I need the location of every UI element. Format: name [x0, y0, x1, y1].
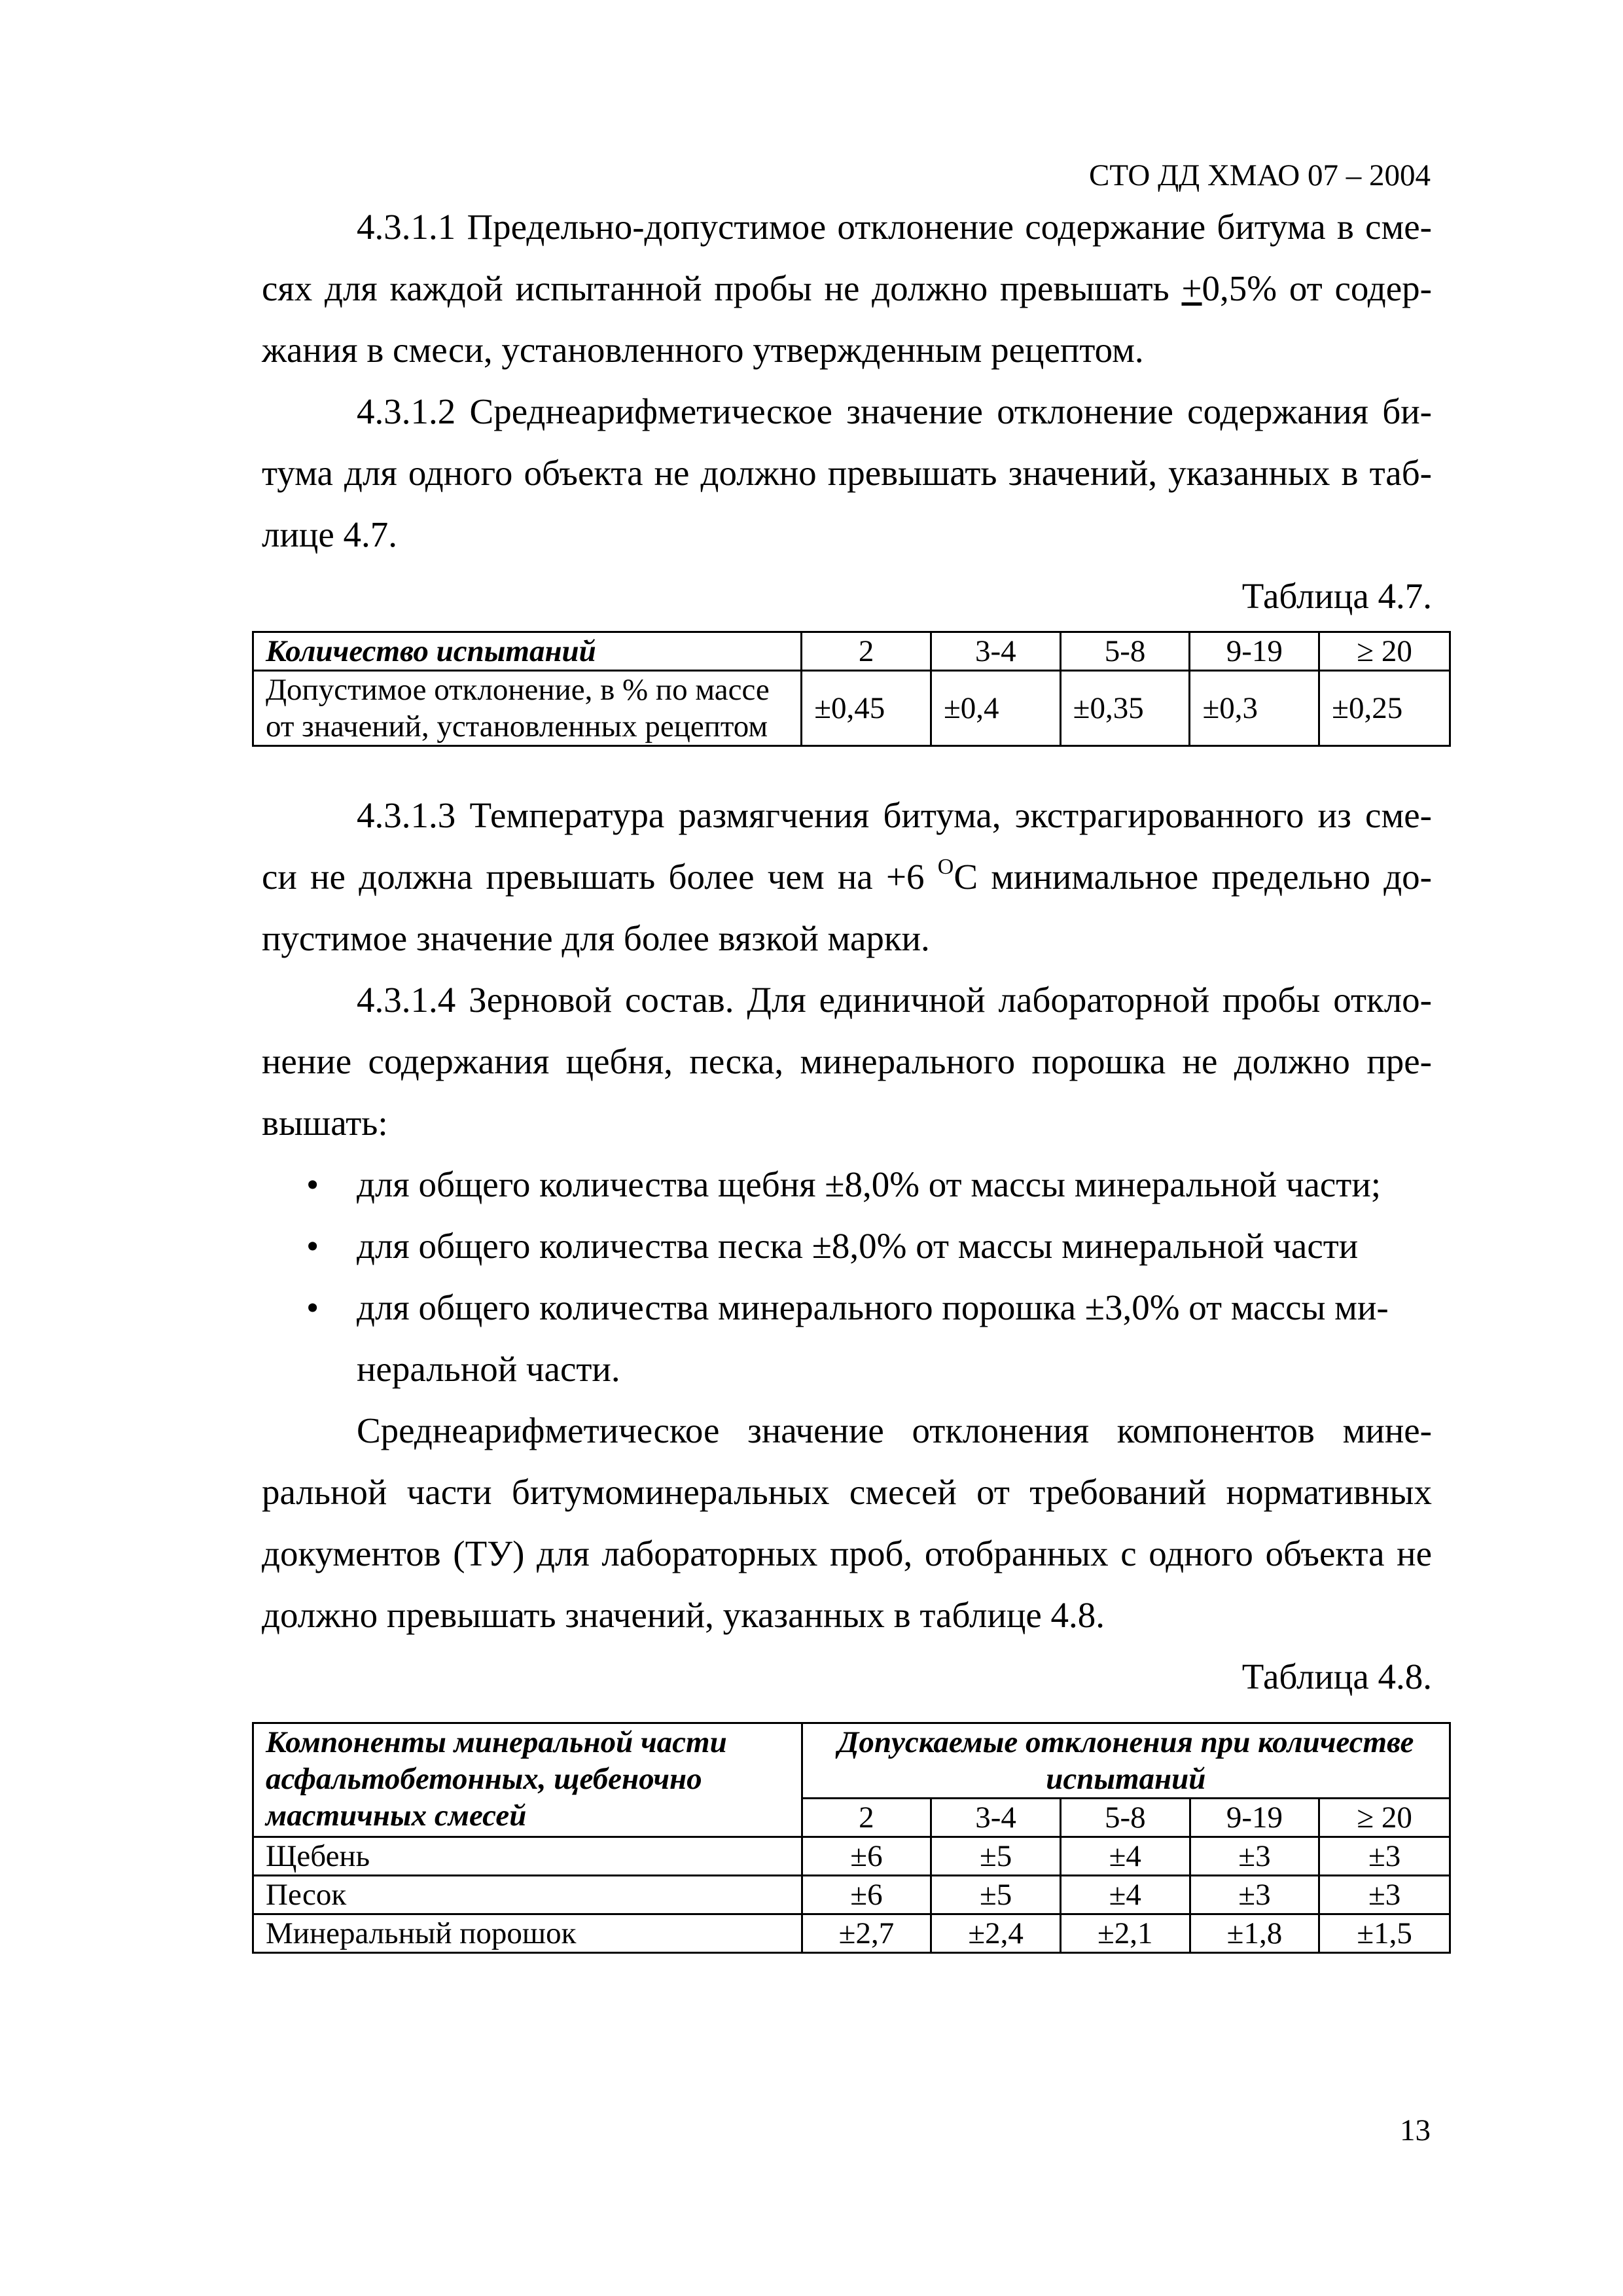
table-row: [253, 671, 1450, 746]
paragraph-4-3-1-3: [262, 785, 1432, 969]
list-item-text: для общего количества минерального порошка ±3,0% от массы ми-неральной части.: [357, 1287, 1389, 1389]
table-4-8-header-cell: 2: [802, 1799, 931, 1837]
table-4-7-header-cell: ≥ 20: [1319, 632, 1450, 671]
table-4-7-row-label: Допустимое отклонение, в % по массе от значений, установленных рецептом: [253, 671, 802, 746]
table-4-7-value-cell: ±0,35: [1060, 671, 1190, 746]
page-content: [262, 196, 1432, 1954]
plus-minus-sign: +: [1181, 268, 1202, 308]
table-4-8-value-cell: ±3: [1190, 1837, 1319, 1876]
table-4-7-header-label: Количество испытаний: [253, 632, 802, 671]
paragraph-mean-deviation: Среднеарифметическое значение отклонения компонентов мине-ральной части битумоминеральных смесей от требований нормативных документов (ТУ) для лабораторных проб, отобранных с одного объекта не должно превышать значений, указанных в таблице 4.8.: [262, 1410, 1432, 1635]
table-4-8-value-cell: ±6: [802, 1837, 931, 1876]
table-4-8: [252, 1722, 1451, 1954]
table-row: [253, 1837, 1450, 1876]
table-4-7-caption: Таблица 4.7.: [1241, 576, 1432, 616]
paragraph-4-3-1-3-text-a: 4.3.1.3 Температура размягчения битума, экстрагированного из сме-си не должна превышать более чем на +6: [262, 795, 1432, 897]
table-4-8-value-cell: ±3: [1319, 1876, 1450, 1914]
table-4-7-value-cell: ±0,45: [802, 671, 931, 746]
table-4-7-header-cell: 2: [802, 632, 931, 671]
list-item: [262, 1154, 1432, 1215]
table-4-8-row-label: Щебень: [253, 1837, 802, 1876]
paragraph-4-3-1-2: 4.3.1.2 Среднеарифметическое значение отклонение содержания би-тума для одного объекта не должно превышать значений, указанных в таб-лице 4.7.: [262, 391, 1432, 554]
bullet-icon: •: [306, 1226, 319, 1266]
table-4-8-header-cell: 5-8: [1060, 1799, 1190, 1837]
table-4-8-value-cell: ±1,5: [1319, 1914, 1450, 1953]
table-4-7-value-cell: ±0,25: [1319, 671, 1450, 746]
table-4-8-caption: Таблица 4.8.: [1241, 1657, 1432, 1696]
table-4-7-value-cell: ±0,3: [1190, 671, 1319, 746]
table-4-8-value-cell: ±2,4: [931, 1914, 1061, 1953]
paragraph-4-3-1-1-text-b: 0,5% от содер-жания в смеси, установленного утвержденным рецептом.: [262, 268, 1432, 370]
table-4-8-row-label: Песок: [253, 1876, 802, 1914]
table-4-7-header-cell: 5-8: [1060, 632, 1190, 671]
table-4-8-header-components: Компоненты минеральной части асфальтобетонных, щебеночно мастичных смесей: [253, 1723, 802, 1837]
page-number: 13: [1400, 2113, 1431, 2147]
table-4-8-header-cell: 9-19: [1190, 1799, 1319, 1837]
table-4-7: [252, 631, 1451, 747]
table-4-8-header-cell: ≥ 20: [1319, 1799, 1450, 1837]
table-4-8-value-cell: ±2,7: [802, 1914, 931, 1953]
list-item-text: для общего количества песка ±8,0% от массы минеральной части: [357, 1226, 1359, 1266]
table-4-8-value-cell: ±6: [802, 1876, 931, 1914]
list-item: [262, 1277, 1432, 1400]
table-4-8-value-cell: ±1,8: [1190, 1914, 1319, 1953]
document-header-id: СТО ДД ХМАО 07 – 2004: [1088, 158, 1431, 192]
table-4-8-value-cell: ±2,1: [1060, 1914, 1190, 1953]
table-4-8-value-cell: ±5: [931, 1876, 1061, 1914]
list-item-text: для общего количества щебня ±8,0% от массы минеральной части;: [357, 1164, 1382, 1204]
list-item: [262, 1215, 1432, 1277]
table-4-8-header-deviations: Допускаемые отклонения при количестве испытаний: [802, 1723, 1450, 1799]
table-row: [253, 632, 1450, 671]
bullet-list: [262, 1154, 1432, 1400]
table-4-8-header-cell: 3-4: [931, 1799, 1061, 1837]
table-4-8-value-cell: ±3: [1190, 1876, 1319, 1914]
table-4-8-row-label: Минеральный порошок: [253, 1914, 802, 1953]
table-4-7-value-cell: ±0,4: [931, 671, 1060, 746]
paragraph-4-3-1-1: [262, 196, 1432, 381]
table-row: [253, 1914, 1450, 1953]
table-4-7-header-cell: 9-19: [1190, 632, 1319, 671]
table-4-7-header-cell: 3-4: [931, 632, 1060, 671]
paragraph-4-3-1-4: 4.3.1.4 Зерновой состав. Для единичной лабораторной пробы откло-нение содержания щебня, песка, минерального порошка не должно пре-вышать:: [262, 980, 1432, 1143]
bullet-icon: •: [306, 1287, 319, 1327]
table-4-8-value-cell: ±3: [1319, 1837, 1450, 1876]
table-row: [253, 1723, 1450, 1799]
table-4-8-value-cell: ±4: [1060, 1876, 1190, 1914]
table-row: [253, 1876, 1450, 1914]
paragraph-4-3-1-3-text-b: С минимальное предельно до-пустимое значение для более вязкой марки.: [262, 857, 1432, 958]
table-4-8-value-cell: ±5: [931, 1837, 1061, 1876]
bullet-icon: •: [306, 1164, 319, 1204]
degree-superscript: O: [937, 854, 954, 879]
paragraph-4-3-1-1-text-a: 4.3.1.1 Предельно-допустимое отклонение содержание битума в сме-сях для каждой испытанной пробы не должно превышать: [262, 207, 1432, 308]
table-4-8-value-cell: ±4: [1060, 1837, 1190, 1876]
